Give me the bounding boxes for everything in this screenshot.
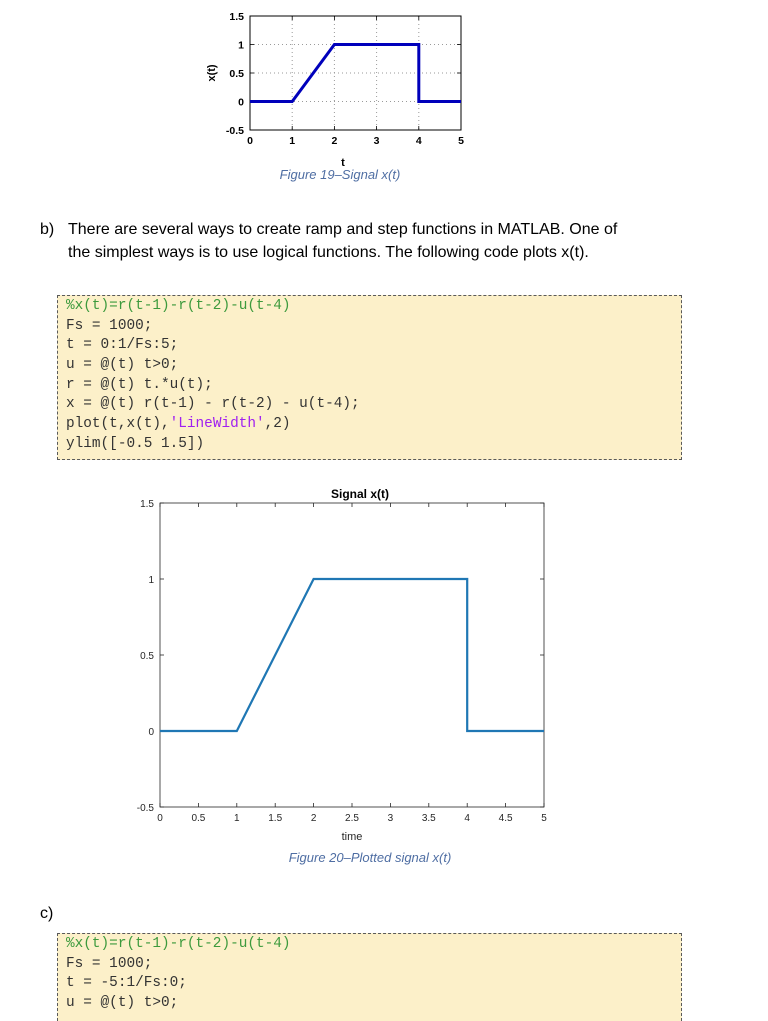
y-tick-label: 1.5 <box>140 499 154 510</box>
x-tick-label: 0 <box>157 813 163 824</box>
part-c-marker: c) <box>40 905 54 922</box>
code-line: t = -5:1/Fs:0; <box>66 975 187 992</box>
figure-20-caption: Figure 20–Plotted signal x(t) <box>288 850 452 865</box>
code-line: Fs = 1000; <box>66 317 153 334</box>
part-b-marker: b) <box>40 221 55 238</box>
figure-20-xlabel: time <box>341 831 363 843</box>
x-tick-label: 2 <box>331 135 338 147</box>
figure-19-ticks <box>226 11 464 147</box>
figure-19-axes-box <box>250 16 461 130</box>
figure-19-caption: Figure 19–Signal x(t) <box>279 167 401 182</box>
x-tick-label: 0 <box>247 135 253 147</box>
figure-20-title: Signal x(t) <box>330 487 390 501</box>
x-tick-label: 3 <box>387 813 394 824</box>
y-tick-label: 0 <box>238 96 244 109</box>
x-tick-label: 5 <box>458 135 464 147</box>
x-tick-label: 0.5 <box>191 813 206 824</box>
y-tick-label: 0.5 <box>140 651 154 662</box>
figure-20-series-line <box>160 579 544 731</box>
y-tick-label: -0.5 <box>225 125 244 137</box>
y-tick-label: -0.5 <box>136 803 154 814</box>
figure-20-ticks <box>137 499 547 824</box>
x-tick-label: 5 <box>541 813 547 824</box>
x-tick-label: 1 <box>234 813 240 824</box>
code-line: x = @(t) r(t-1) - r(t-2) - u(t-4); <box>66 396 360 413</box>
figure-19-xlabel: t <box>341 157 345 169</box>
figure-19-ylabel: x(t) <box>206 64 218 82</box>
x-tick-label: 1.5 <box>268 813 283 824</box>
x-tick-label: 1 <box>289 135 296 147</box>
code-line-comment: %x(t)=r(t-1)-r(t-2)-u(t-4) <box>66 936 291 952</box>
code-line-comment: %x(t)=r(t-1)-r(t-2)-u(t-4) <box>66 298 291 314</box>
code-line: ylim([-0.5 1.5]) <box>66 435 205 452</box>
code-line: u = @(t) t>0; <box>66 995 179 1012</box>
y-tick-label: 1 <box>148 575 154 586</box>
y-tick-label: 0 <box>148 727 154 738</box>
code-block-2 <box>57 933 682 1021</box>
code-line-plot <box>66 415 681 435</box>
figure-19-series-line <box>250 45 461 102</box>
figure-20-chart <box>120 484 570 854</box>
x-tick-label: 4.5 <box>498 813 513 824</box>
part-b-line-2: the simplest ways is to use logical functions. The following code plots x(t). <box>68 244 589 261</box>
code-block-1 <box>57 295 682 460</box>
y-tick-label: 0.5 <box>229 68 244 80</box>
part-b-paragraph <box>68 218 758 264</box>
x-tick-label: 4 <box>415 135 422 147</box>
x-tick-label: 2.5 <box>345 813 359 824</box>
x-tick-label: 3 <box>373 135 380 147</box>
part-b-line-1: There are several ways to create ramp and step functions in MATLAB. One of <box>68 221 618 238</box>
code-text: ,2) <box>264 416 291 433</box>
code-line: u = @(t) t>0; <box>66 357 179 374</box>
code-line: Fs = 1000; <box>66 955 153 972</box>
y-tick-label: 1 <box>238 39 244 52</box>
x-tick-label: 2 <box>310 813 317 824</box>
figure-19-chart <box>190 6 480 190</box>
code-text: plot(t,x(t), <box>66 416 170 433</box>
y-tick-label: 1.5 <box>229 11 244 23</box>
code-line: t = 0:1/Fs:5; <box>66 337 179 354</box>
figure-20-axes-box <box>160 503 544 807</box>
code-line: r = @(t) t.*u(t); <box>66 376 213 393</box>
x-tick-label: 4 <box>464 813 470 824</box>
code-string: 'LineWidth' <box>169 416 265 433</box>
x-tick-label: 3.5 <box>421 813 436 824</box>
figure-19-grid <box>250 16 461 130</box>
